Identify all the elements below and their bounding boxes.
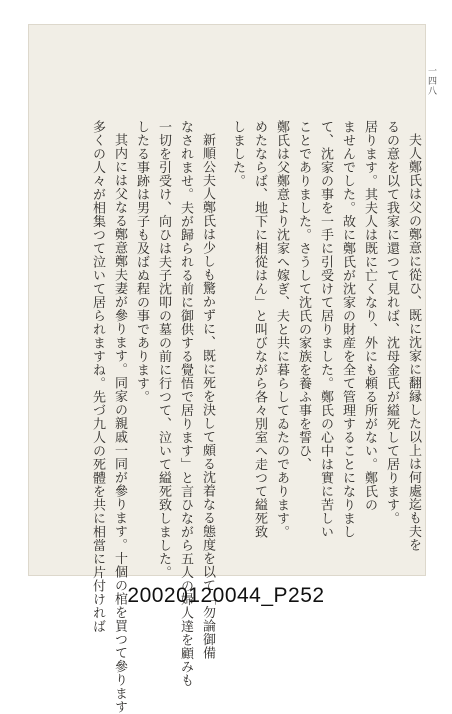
text-line: 夫人鄭氏は父の鄭意に從ひ、既に沈家に翻縁した以上は何處迄も夫を (406, 133, 421, 552)
text-line: したる事跡は男子も及ばぬ程の事であります。 (134, 120, 149, 404)
text-line: るの意を以て我家に還つて見れば、沈母金氏が縊死して居ります。 (384, 120, 399, 525)
text-line: 其内には父なる鄭意鄭夫妻が參ります。同家の親戚一同が參ります。十個の棺を買つて參ります (112, 133, 127, 714)
text-line: なされませ。夫が歸られる前に御供する覺悟で居ります」と言ひながら五人の婦人達を顧みも (178, 120, 193, 687)
paragraph-gap (218, 120, 226, 552)
text-line: めたならば、地下に相從はん」と叫びながら各々別室へ走つて縊死致 (252, 120, 267, 539)
page-number: 一四八 (426, 66, 436, 96)
text-line: ことでありました。さうして沈氏の家族を養ふ事を誓ひ、 (296, 120, 311, 471)
image-caption: 20020120044_P252 (127, 584, 325, 607)
text-line: 居ります。其夫人は既に亡くなり、外にも頼る所がない。鄭氏の (362, 120, 377, 512)
text-line: ませんでした。故に鄭氏が沈家の財産を全て管理することになりまし (340, 120, 355, 539)
text-line: て、沈家の事を一手に引受けて居りました。鄭氏の心中は實に苦しい (318, 120, 333, 539)
text-line: 新順公夫人鄭氏は少しも驚かずに、既に死を決して頗る沈着なる態度を以て「勿論御備 (200, 133, 215, 660)
text-line: 鄭氏は父鄭意より沈家へ嫁ぎ、夫と共に暮らしてゐたのであります。 (274, 120, 289, 539)
text-line: 多くの人々が相集つて泣いて居られますね。先づ九人の死體を共に相當に片付ければ (90, 120, 105, 633)
text-line: しました。 (230, 120, 245, 188)
text-line: 一切を引受け、向ひは夫子沈叩の墓の前に行つて、泣いて縊死致しました。 (156, 120, 171, 579)
